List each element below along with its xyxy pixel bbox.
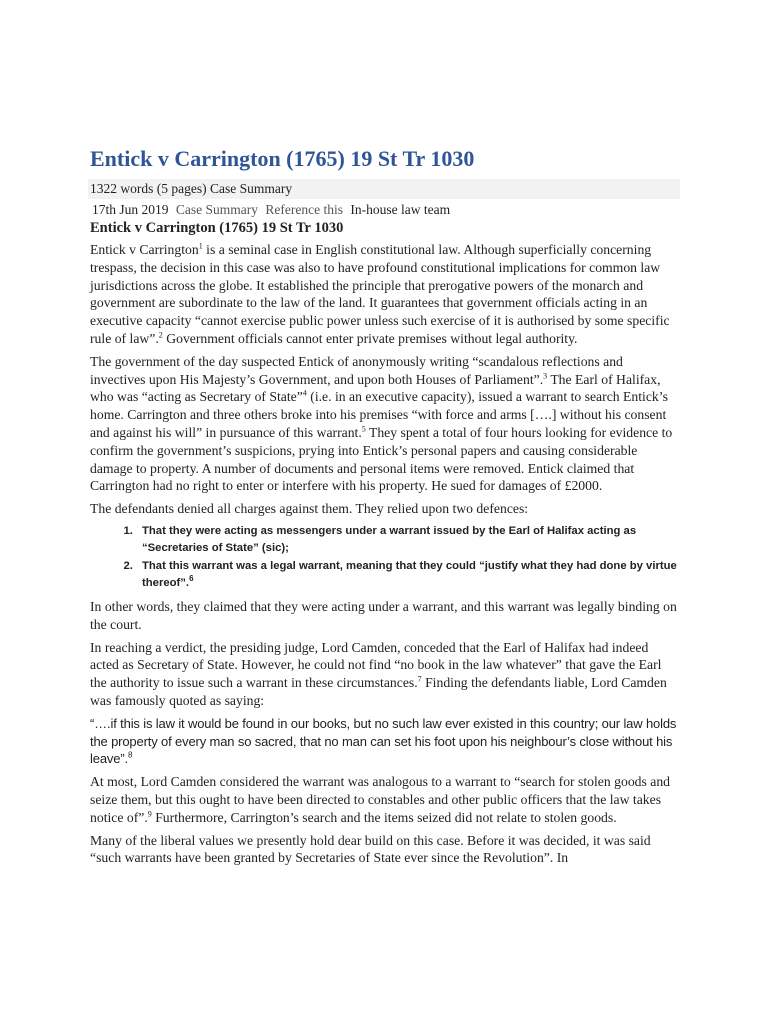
page-title: Entick v Carrington (1765) 19 St Tr 1030 bbox=[90, 146, 475, 171]
list-item bbox=[136, 558, 680, 593]
footnote-3[interactable]: 3 bbox=[543, 371, 548, 381]
text: is a seminal case in English constitutional law. Although superficially concerning trespass, the decision in this case was also to have profound constitutional implications for common law jurisdictions across the globe. It established the principle that prerogative powers of the monarch and government are subordinate to the law of the land. It guarantees that government officials acting in an executive capacity “cannot exercise public power unless such exercise of it is authorised by some specific rule of law”. bbox=[90, 242, 670, 346]
text: (i.e. in an executive capacity), issued a warrant to search Entick’s home. Carrington and three others broke into his premises “with force and arms [….] without his consent and against his will” in pursuance of this warrant. bbox=[90, 389, 668, 440]
word-count-bar: 1322 words (5 pages) Case Summary bbox=[88, 179, 680, 199]
meta-line bbox=[92, 201, 680, 219]
footnote-8[interactable]: 8 bbox=[127, 751, 133, 760]
footnote-7[interactable]: 7 bbox=[417, 674, 422, 684]
text: At most, Lord Camden considered the warrant was analogous to a warrant to “search for stolen goods and seize them, but this ought to have been directed to constables and other public officers that the law takes notice of”. bbox=[90, 774, 671, 825]
document-body bbox=[90, 145, 680, 872]
case-subheading: Entick v Carrington (1765) 19 St Tr 1030 bbox=[90, 220, 344, 236]
text: “….if this is law it would be found in our books, but no such law ever existed in this country; our law holds the property of every man so sacred, that no man can set his foot upon his neighbour’s close without his leave”. bbox=[90, 715, 677, 767]
author-label: In-house law team bbox=[350, 202, 451, 217]
category-link[interactable]: Case Summary bbox=[175, 202, 259, 217]
text: Government officials cannot enter private premises without legal authority. bbox=[162, 330, 578, 346]
footnote-1[interactable]: 1 bbox=[198, 241, 203, 251]
text: In reaching a verdict, the presiding judge, Lord Camden, conceded that the Earl of Halifax had indeed acted as Secretary of State. However, he could not find “no book in the law whatever” that gave the Earl the authority to issue such a warrant in these circumstances. bbox=[90, 639, 662, 691]
paragraph-7: Many of the liberal values we presently hold dear build on this case. Before it was decided, it was said “such warrants have been granted by Secretaries of State ever since the Revolution”. In bbox=[90, 832, 651, 866]
text: That this warrant was a legal warrant, meaning that they could “justify what they had done by virtue thereof”. bbox=[142, 559, 677, 590]
defences-list bbox=[90, 523, 680, 593]
publish-date: 17th Jun 2019 bbox=[92, 202, 169, 217]
footnote-6[interactable]: 6 bbox=[189, 574, 194, 584]
reference-this-link[interactable]: Reference this bbox=[265, 202, 343, 217]
paragraph-4: In other words, they claimed that they were acting under a warrant, and this warrant was legally binding on the court. bbox=[90, 598, 677, 632]
paragraph-1 bbox=[90, 241, 680, 348]
text: The government of the day suspected Entick of anonymously writing “scandalous reflections and invectives upon His Majesty’s Government, and upon both Houses of Parliament”. bbox=[90, 353, 623, 387]
paragraph-3: The defendants denied all charges against them. They relied upon two defences: bbox=[90, 501, 529, 517]
footnote-5[interactable]: 5 bbox=[361, 424, 366, 434]
paragraph-2 bbox=[90, 353, 680, 495]
text: Entick v Carrington bbox=[90, 242, 199, 257]
text: That they were acting as messengers under a warrant issued by the Earl of Halifax acting as “Secretaries of State” (sic); bbox=[142, 524, 637, 555]
paragraph-5 bbox=[90, 639, 680, 710]
text: They spent a total of four hours looking for evidence to confirm the government’s suspicions, prying into Entick’s personal papers and causing considerable damage to property. A number of documents and personal items were removed. Entick claimed that Carrington had no right to enter or interfere with his property. He sued for damages of £2000. bbox=[90, 424, 673, 494]
text: The Earl of Halifax, who was “acting as Secretary of State” bbox=[90, 371, 661, 405]
camden-quote bbox=[90, 715, 680, 768]
footnote-9[interactable]: 9 bbox=[147, 809, 152, 819]
text: Furthermore, Carrington’s search and the items seized did not relate to stolen goods. bbox=[151, 809, 617, 825]
list-item bbox=[136, 523, 680, 558]
footnote-4[interactable]: 4 bbox=[302, 388, 307, 398]
paragraph-6 bbox=[90, 773, 680, 826]
text: Finding the defendants liable, Lord Camden was famously quoted as saying: bbox=[90, 675, 667, 708]
footnote-2[interactable]: 2 bbox=[158, 330, 163, 340]
